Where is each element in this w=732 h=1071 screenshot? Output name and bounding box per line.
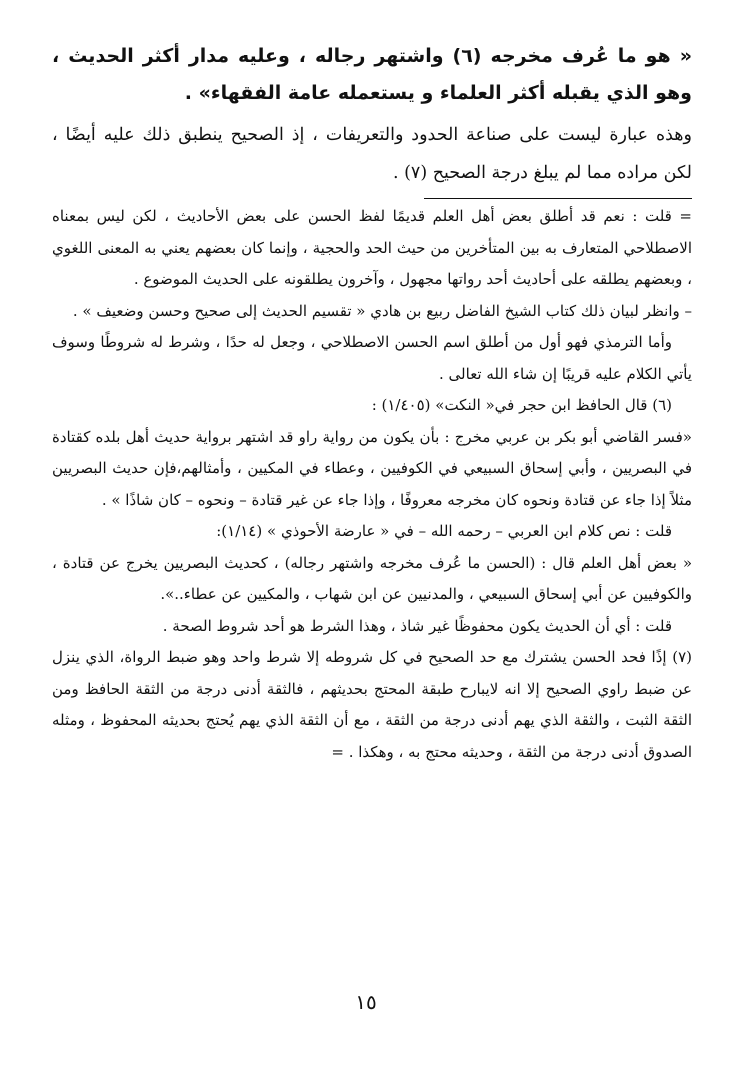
footnote-6-comment: قلت : نص كلام ابن العربي – رحمه الله – في « عارضة الأحوذي » (١/١٤): [216, 522, 672, 540]
footnote-separator [424, 198, 692, 199]
footnote-6-quote: «فسر القاضي أبو بكر بن عربي مخرج : بأن يكون من رواية راو قد اشتهر برواية حديث أهل بلده كقتادة في البصريين ، وأبي إسحاق السبيعي في الكوفيين ، وعطاء في المكيين ، وأمثالهم،فإن حديث البصريين مثلاً إذا جاء عن قتادة ونحوه كان مخرجه معروفًا ، وإذا جاء عن غير قتادة – ونحوه – كان شاذًا » . [52, 427, 692, 509]
document-page [52, 38, 692, 1038]
intro-quote: « هو ما عُرف مخرجه (٦) واشتهر رجاله ، وعليه مدار أكثر الحديث ، وهو الذي يقبله أكثر العلماء و يستعمله عامة الفقهاء» . [52, 45, 692, 104]
body-paragraph: وهذه عبارة ليست على صناعة الحدود والتعريفات ، إذ الصحيح ينطبق ذلك عليه أيضًا ، لكن مراده مما لم يبلغ درجة الصحيح (٧) . [52, 125, 692, 183]
page-number: ١٥ [355, 990, 377, 1014]
footnote-reference-note: – وانظر لبيان ذلك كتاب الشيخ الفاضل ربيع بن هادي « تقسيم الحديث إلى صحيح وحسن وضعيف » . [72, 301, 692, 320]
footnote-continuation: = قلت : نعم قد أطلق بعض أهل العلم قديمًا لفظ الحسن على بعض الأحاديث ، لكن ليس بمعناه الاصطلاحي المتعارف به بين المتأخرين من حيث الحد والحجية ، وإنما كان بعضهم يعني به المعنى اللغوي ، وبعضهم يطلقه على أحاديث أحد رواتها مجهول ، وآخرون يطلقونه على الحديث الموضوع . [52, 207, 692, 288]
footnotes-section [52, 201, 692, 768]
footnote-6-ibn-arabi-quote: « بعض أهل العلم قال : (الحسن ما عُرف مخرجه واشتهر رجاله) ، كحديث البصريين يخرج عن قتادة ، والكوفيين عن أبي إسحاق السبيعي ، والمدنيين عن ابن شهاب ، والمكيين عن عطاء..». [52, 553, 692, 603]
footnote-tirmidhi-note: وأما الترمذي فهو أول من أطلق اسم الحسن الاصطلاحي ، وجعل له حدًا ، وشرط له شروطًا وسوف يأتي الكلام عليه قريبًا إن شاء الله تعالى . [52, 333, 692, 383]
footnote-7: (٧) إذًا فحد الحسن يشترك مع حد الصحيح في كل شروطه إلا شرط واحد وهو ضبط الرواة، الذي ينزل عن ضبط راوي الصحيح إلا انه لايبارح طبقة المحتج بحديثهم ، فالثقة أدنى درجة من الثقة الحافظ ومن الثقة الثبت ، والثقة الذي يهم أدنى درجة من الثقة ، مع أن الثقة الذي يهم يُحتج بحديثه المحفوظ ، ومثله الصدوق أدنى درجة من الثقة ، وحديثه محتج به ، وهكذا . = [52, 648, 692, 761]
footnote-6-heading: (٦) قال الحافظ ابن حجر في« النكت» (١/٤٠٥) : [371, 396, 672, 414]
footnote-6-conclusion: قلت : أي أن الحديث يكون محفوظًا غير شاذ ، وهذا الشرط هو أحد شروط الصحة . [162, 616, 672, 635]
